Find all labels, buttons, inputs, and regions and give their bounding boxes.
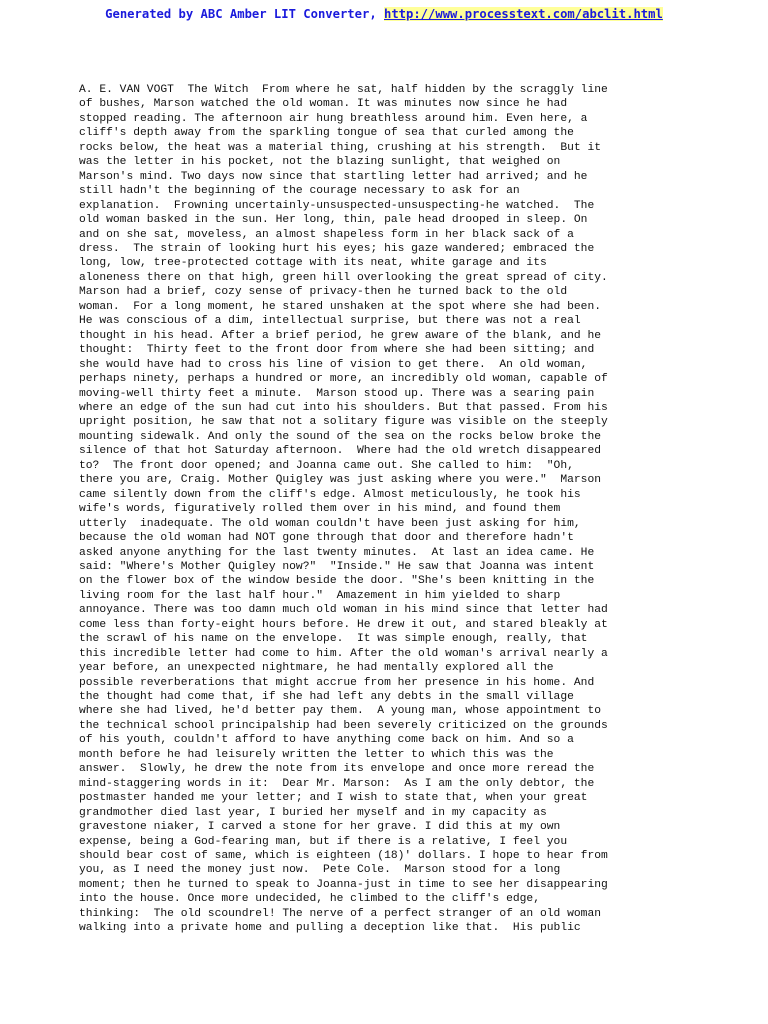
text-line: said: "Where's Mother Quigley now?" "Inside." He saw that Joanna was intent	[79, 560, 595, 573]
text-line: grandmother died last year, I buried her myself and in my capacity as	[79, 806, 547, 819]
text-line: walking into a private home and pulling a deception like that. His public	[79, 922, 581, 935]
text-line: upright position, he saw that not a solitary figure was visible on the steeply	[79, 416, 608, 429]
text-line: of his youth, couldn't afford to have anything come back on him. And so a	[79, 734, 574, 747]
text-line: still hadn't the beginning of the courage necessary to ask for an	[79, 185, 520, 198]
text-line: was the letter in his pocket, not the blazing sunlight, that weighed on	[79, 156, 561, 169]
text-line: aloneness there on that high, green hill overlooking the great spread of city.	[79, 271, 608, 284]
text-line: you, as I need the money just now. Pete Cole. Marson stood for a long	[79, 864, 561, 877]
text-line: cliff's depth away from the sparkling tongue of sea that curled among the	[79, 127, 574, 140]
text-line: on the flower box of the window beside the door. "She's been knitting in the	[79, 575, 595, 588]
text-line: dress. The strain of looking hurt his eyes; his gaze wandered; embraced the	[79, 242, 595, 255]
text-line: where an edge of the sun had cut into his shoulders. But that passed. From his	[79, 401, 608, 414]
text-line: mind-staggering words in it: Dear Mr. Marson: As I am the only debtor, the	[79, 777, 595, 790]
text-line: thought in his head. After a brief period, he grew aware of the blank, and he	[79, 329, 602, 342]
text-line: mounting sidewalk. And only the sound of the sea on the rocks below broke the	[79, 430, 602, 443]
banner-text: Generated by ABC Amber LIT Converter,	[105, 7, 384, 21]
text-line: there you are, Craig. Mother Quigley was just asking where you were." Marson	[79, 474, 602, 487]
text-line: rocks below, the heat was a material thing, crushing at his strength. But it	[79, 141, 602, 154]
text-line: utterly inadequate. The old woman couldn't have been just asking for him,	[79, 517, 581, 530]
text-line: year before, an unexpected nightmare, he had mentally explored all the	[79, 662, 554, 675]
text-line: the technical school principalship had been severely criticized on the grounds	[79, 719, 608, 732]
text-line: woman. For a long moment, he stared unshaken at the spot where she had been.	[79, 300, 602, 313]
text-line: annoyance. There was too damn much old woman in his mind since that letter had	[79, 604, 608, 617]
text-line: of bushes, Marson watched the old woman. It was minutes now since he had	[79, 98, 568, 111]
text-line: she would have had to cross his line of vision to get there. An old woman,	[79, 358, 588, 371]
text-line: answer. Slowly, he drew the note from its envelope and once more reread the	[79, 763, 595, 776]
text-line: stopped reading. The afternoon air hung breathless around him. Even here, a	[79, 112, 588, 125]
text-line: moment; then he turned to speak to Joanna-just in time to see her disappearing	[79, 878, 608, 891]
text-line: thinking: The old scoundrel! The nerve of a perfect stranger of an old woman	[79, 907, 602, 920]
text-line: the scrawl of his name on the envelope. It was simple enough, really, that	[79, 633, 588, 646]
text-line: silence of that hot Saturday afternoon. Where had the old wretch disappeared	[79, 445, 602, 458]
text-line: this incredible letter had come to him. After the old woman's arrival nearly a	[79, 647, 608, 660]
text-line: A. E. VAN VOGT The Witch From where he sat, half hidden by the scraggly line	[79, 84, 608, 96]
text-line: perhaps ninety, perhaps a hundred or more, an incredibly old woman, capable of	[79, 373, 608, 386]
text-line: should bear cost of same, which is eighteen (18)' dollars. I hope to hear from	[79, 850, 608, 863]
text-line: the thought had come that, if she had left any debts in the small village	[79, 691, 574, 704]
text-line: where she had lived, he'd better pay them. A young man, whose appointment to	[79, 705, 602, 718]
text-line: come less than forty-eight hours before. He drew it out, and stared bleakly at	[79, 618, 608, 631]
text-line: wife's words, figuratively rolled them over in his mind, and found them	[79, 503, 561, 516]
text-line: asked anyone anything for the last twenty minutes. At last an idea came. He	[79, 546, 595, 559]
text-line: into the house. Once more undecided, he climbed to the cliff's edge,	[79, 893, 540, 906]
text-line: living room for the last half hour." Amazement in him yielded to sharp	[79, 589, 561, 602]
text-line: thought: Thirty feet to the front door from where she had been sitting; and	[79, 344, 595, 357]
text-line: Marson's mind. Two days now since that startling letter had arrived; and he	[79, 170, 588, 183]
text-line: month before he had leisurely written the letter to which this was the	[79, 748, 554, 761]
text-line: He was conscious of a dim, intellectual surprise, but there was not a real	[79, 315, 581, 328]
text-line: to? The front door opened; and Joanna came out. She called to him: "Oh,	[79, 459, 574, 472]
text-line: gravestone niaker, I carved a stone for her grave. I did this at my own	[79, 821, 561, 834]
document-body	[79, 83, 719, 936]
converter-banner	[0, 6, 768, 22]
text-line: and on she sat, moveless, an almost shapeless form in her black sack of a	[79, 228, 574, 241]
converter-link[interactable]: http://www.processtext.com/abclit.html	[384, 7, 663, 21]
text-line: expense, being a God-fearing man, but if there is a relative, I feel you	[79, 835, 568, 848]
text-line: because the old woman had NOT gone through that door and therefore hadn't	[79, 532, 574, 545]
text-line: possible reverberations that might accrue from her presence in his home. And	[79, 676, 595, 689]
text-line: old woman basked in the sun. Her long, thin, pale head drooped in sleep. On	[79, 214, 588, 227]
text-line: postmaster handed me your letter; and I wish to state that, when your great	[79, 792, 588, 805]
text-line: long, low, tree-protected cottage with its neat, white garage and its	[79, 257, 547, 270]
text-line: explanation. Frowning uncertainly-unsuspected-unsuspecting-he watched. The	[79, 199, 595, 212]
text-line: moving-well thirty feet a minute. Marson stood up. There was a searing pain	[79, 387, 595, 400]
text-line: Marson had a brief, cozy sense of privacy-then he turned back to the old	[79, 286, 568, 299]
text-line: came silently down from the cliff's edge. Almost meticulously, he took his	[79, 488, 581, 501]
